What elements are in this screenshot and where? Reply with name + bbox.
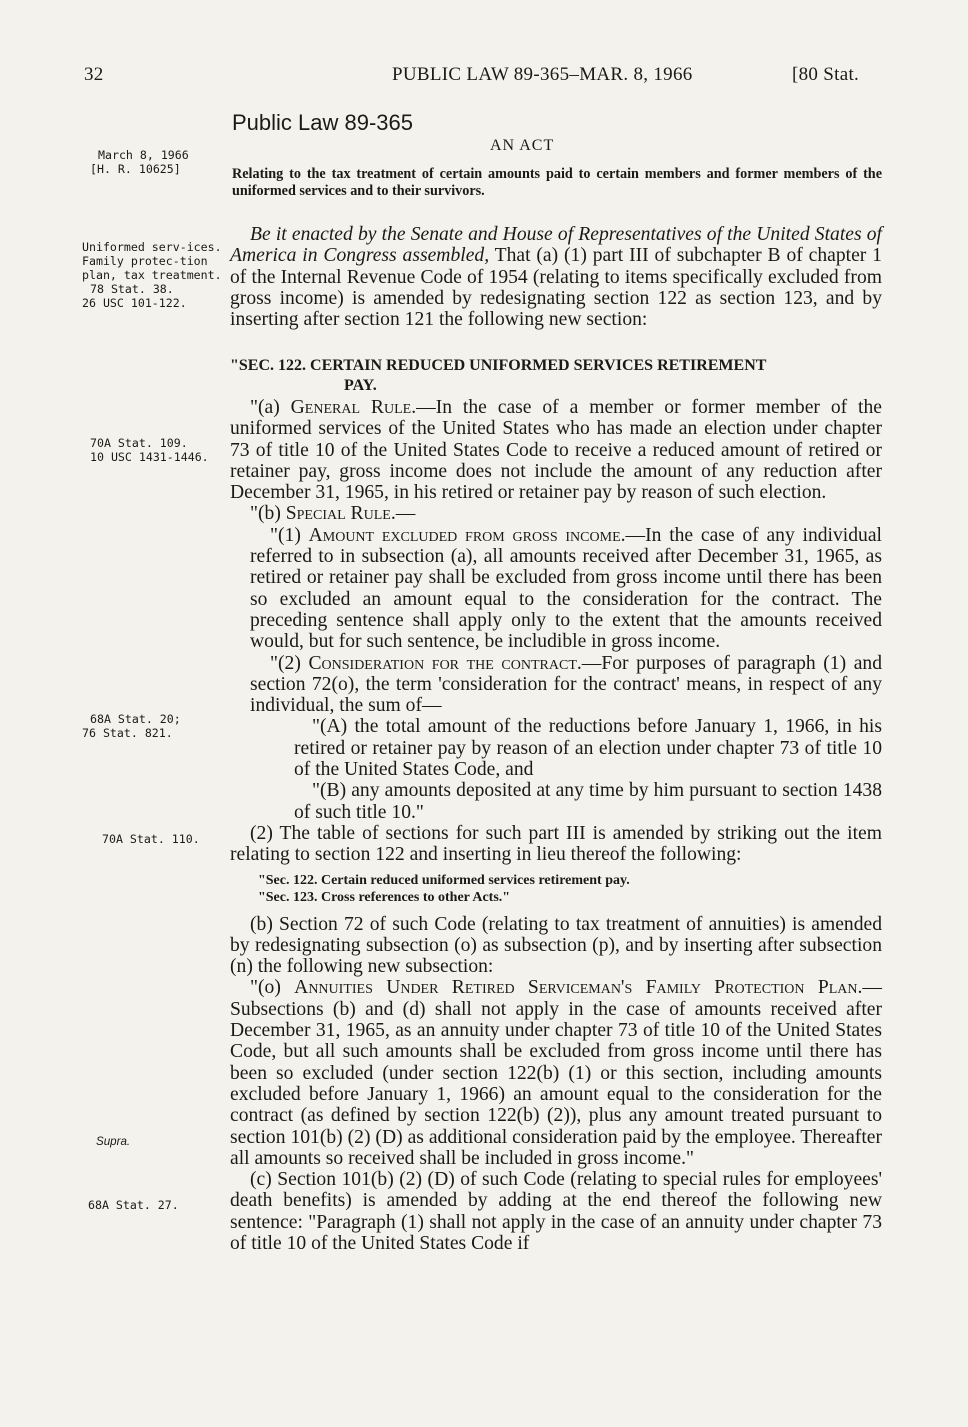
margin-family: Family protec-tion plan, tax treatment.	[82, 254, 222, 282]
section-122-heading-line2: PAY.	[344, 377, 377, 394]
paragraph-b1-heading: Amount excluded from gross income.	[308, 524, 626, 546]
paragraph-b2-heading: Consideration for the contract.	[308, 652, 582, 674]
paragraph-b2	[210, 653, 882, 717]
paragraph-b2-text: —For purposes of paragraph (1) and section 72(o), the term 'consideration for the contract' means, in respect of any individual, the sum of—	[250, 652, 882, 717]
enacting-text: That (a) (1) part III of subchapter B of chapter 1 of the Internal Revenue Code of 1954 (relating to items specifically excluded from gross income) is amended by redesignating section 122 as section 123, and by inserting after section 121 the following new section:	[230, 245, 882, 331]
section-b: (b) Section 72 of such Code (relating to tax treatment of annuities) is amended by redesignating subsection (o) as subsection (p), and by inserting after subsection (n) the following new subsection:	[230, 913, 882, 978]
margin-note-68a-20	[82, 712, 222, 740]
subsection-b-heading: Special Rule.	[285, 503, 396, 525]
margin-date: March 8, 1966	[98, 148, 189, 162]
subsection-b-dash: —	[395, 503, 416, 525]
margin-bill-number: [H. R. 10625]	[90, 162, 181, 176]
section-122-heading	[230, 356, 882, 396]
margin-10-usc: 10 USC 1431-1446.	[90, 450, 209, 464]
subsection-o-label: "(o)	[250, 977, 295, 999]
margin-supra: Supra.	[96, 1135, 131, 1148]
section-table-list	[230, 872, 882, 906]
margin-26-usc: 26 USC 101-122.	[82, 296, 187, 310]
subsection-a	[230, 397, 882, 503]
clause-a: "(A) the total amount of the reductions before January 1, 1966, in his retired or retainer pay by reason of an election under chapter 73 of title 10 of the United States Code, and	[294, 716, 882, 781]
enacting-italic: Be it enacted by the Senate and House of Representatives of the United States of America in Congress assembled,	[230, 224, 882, 267]
enacting-clause	[230, 224, 882, 330]
margin-68a-stat-20: 68A Stat. 20;	[90, 712, 181, 726]
section-122-heading-line1: "SEC. 122. CERTAIN REDUCED UNIFORMED SERVICES RETIREMENT	[230, 357, 767, 374]
margin-68a-stat-27: 68A Stat. 27.	[88, 1198, 179, 1212]
margin-70a-stat-110: 70A Stat. 110.	[102, 832, 200, 846]
margin-note-68a-27	[82, 1198, 222, 1212]
section-122-body	[230, 397, 882, 1254]
margin-note-70a-110	[82, 832, 222, 846]
running-header: PUBLIC LAW 89-365–MAR. 8, 1966	[392, 64, 693, 85]
subsection-a-heading: General Rule.	[290, 397, 417, 418]
margin-70a-stat-109: 70A Stat. 109.	[90, 436, 188, 450]
subsection-b	[230, 503, 882, 524]
act-summary: Relating to the tax treatment of certain amounts paid to certain members and former members of the uniformed services and to their survivors.	[232, 166, 882, 199]
public-law-title: Public Law 89-365	[232, 110, 414, 135]
subsection-o	[230, 977, 882, 1169]
subsection-b-label: "(b)	[250, 503, 286, 525]
margin-note-supra	[82, 1135, 222, 1149]
act-label: AN ACT	[490, 137, 555, 154]
paragraph-b1-text: —In the case of any individual referred to in subsection (a), all amounts received after December 31, 1965, as retired or retainer pay shall be excluded from gross income until there has been so excluded an amount equal to the consideration for the contract. The preceding sentence shall apply only to the extent that the amounts received would, but for such sentence, be includible in gross income.	[250, 524, 882, 653]
margin-note-70a-109	[82, 436, 222, 464]
subsection-o-heading: Annuities Under Retired Serviceman's Family Protection Plan.	[294, 977, 863, 999]
section-table-item-122: "Sec. 122. Certain reduced uniformed services retirement pay.	[258, 872, 630, 888]
subsection-a-text: —In the case of a member or former member of the uniformed services of the United States who has made an election under chapter 73 of title 10 of the United States Code to receive a reduced amount of retired or retainer pay, gross income does not include the amount of any reduction after December 31, 1965, in his retired or retainer pay by reason of such election.	[230, 397, 882, 504]
section-table-item-123: "Sec. 123. Cross references to other Acts."	[258, 889, 511, 905]
paragraph-b1-label: "(1)	[270, 524, 309, 546]
paragraph-b2-label: "(2)	[270, 652, 309, 674]
margin-uniformed: Uniformed serv-ices.	[82, 240, 222, 254]
paragraph-b1	[210, 525, 882, 653]
paragraph-a2: (2) The table of sections for such part III is amended by striking out the item relating to section 122 and inserting in lieu thereof the following:	[230, 822, 882, 866]
subsection-a-label: "(a)	[250, 397, 291, 418]
margin-78-stat: 78 Stat. 38.	[90, 282, 174, 296]
margin-note-uniformed	[82, 240, 222, 310]
margin-note-date	[82, 148, 222, 176]
page-number: 32	[84, 64, 104, 85]
statute-volume: [80 Stat.	[792, 64, 860, 85]
margin-76-stat: 76 Stat. 821.	[82, 726, 173, 740]
clause-b: "(B) any amounts deposited at any time by him pursuant to section 1438 of such title 10."	[294, 780, 882, 823]
subsection-o-text: —Subsections (b) and (d) shall not apply in the case of amounts received after December 31, 1965, as an annuity under chapter 73 of title 10 of the United States Code, but all such amounts shall be excluded from gross income until there has been so excluded (under section 122(b) (1) or this section, including amounts excluded before January 1, 1966) an amount equal to the consideration for the contract (as defined by section 122(b) (2)), plus any amount treated pursuant to section 101(b) (2) (D) as additional consideration paid by the employee. Thereafter all amounts so received shall be included in gross income."	[230, 977, 882, 1169]
section-c: (c) Section 101(b) (2) (D) of such Code (relating to special rules for employees' death benefits) is amended by adding at the end thereof the following new sentence: "Paragraph (1) shall not apply in the case of an annuity under chapter 73 of title 10 of the United States Code if	[230, 1169, 882, 1254]
